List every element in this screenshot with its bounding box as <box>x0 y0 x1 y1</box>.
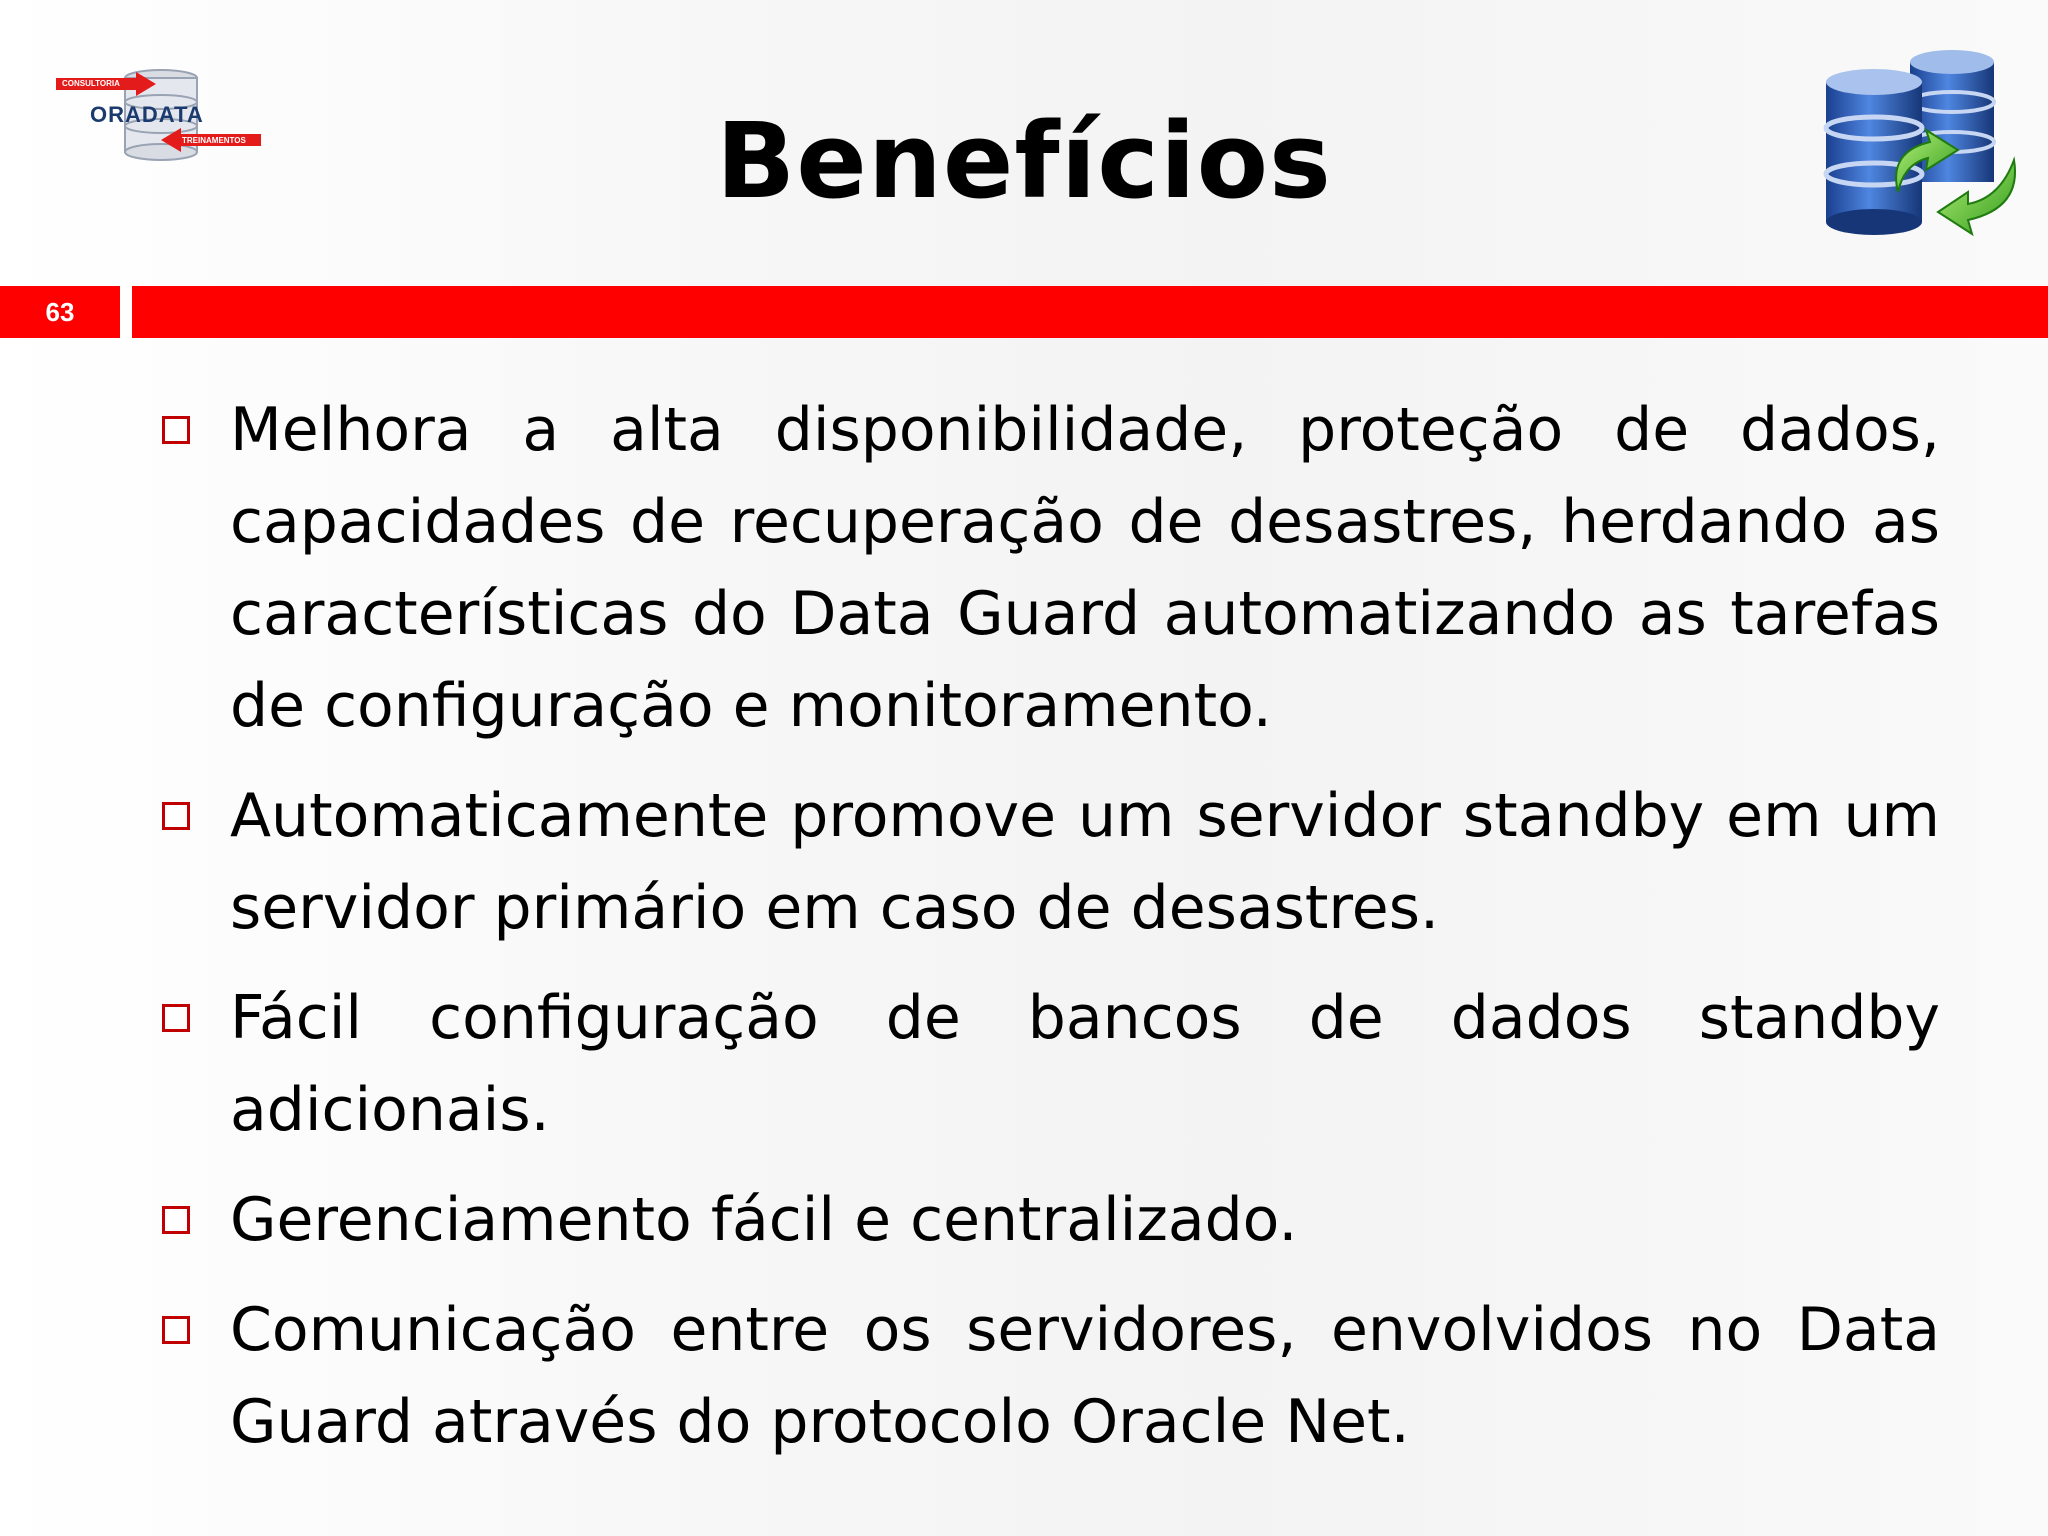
logo-name: ORADATA <box>90 102 204 127</box>
bullet-text: Gerenciamento fácil e centralizado. <box>230 1185 1298 1255</box>
bullet-list <box>160 384 1940 1486</box>
bullet-text: Comunicação entre os servidores, envolvidos no Data Guard através do protocolo Oracle Net. <box>230 1295 1940 1457</box>
logo-top-label: CONSULTORIA <box>62 79 120 88</box>
square-bullet-icon <box>162 1316 190 1344</box>
slide-title: Benefícios <box>716 100 1332 222</box>
header-divider-bar <box>132 286 2048 338</box>
logo-bottom-label: TREINAMENTOS <box>182 136 246 145</box>
list-item <box>160 384 1940 752</box>
square-bullet-icon <box>162 416 190 444</box>
bullet-text: Fácil configuração de bancos de dados standby adicionais. <box>230 983 1940 1145</box>
list-item <box>160 770 1940 954</box>
square-bullet-icon <box>162 802 190 830</box>
square-bullet-icon <box>162 1206 190 1234</box>
list-item <box>160 1284 1940 1468</box>
list-item <box>160 972 1940 1156</box>
list-item <box>160 1174 1940 1266</box>
bullet-text: Melhora a alta disponibilidade, proteção de dados, capacidades de recuperação de desastres, herdando as características do Data Guard automatizando as tarefas de configuração e monitoramento. <box>230 395 1940 741</box>
bullet-text: Automaticamente promove um servidor standby em um servidor primário em caso de desastres. <box>230 781 1940 943</box>
database-sync-icon <box>1818 42 2028 242</box>
slide-number: 63 <box>0 286 120 338</box>
square-bullet-icon <box>162 1004 190 1032</box>
